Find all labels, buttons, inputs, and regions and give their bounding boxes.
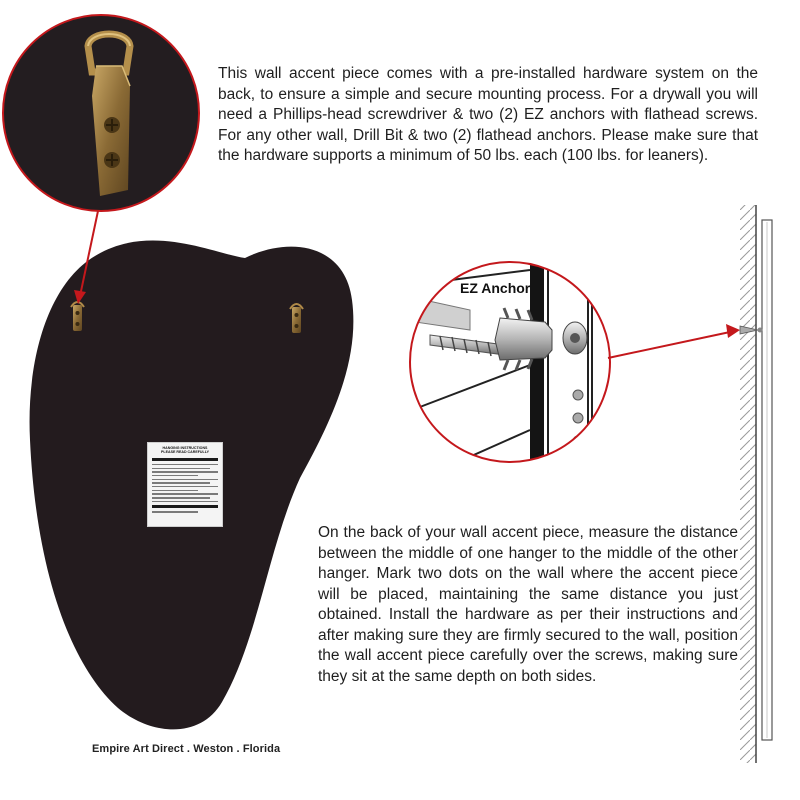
label-divider — [152, 458, 218, 461]
hanging-instructions-label — [147, 442, 223, 527]
label-text-line — [152, 501, 218, 503]
label-text-line — [152, 471, 218, 473]
label-text-line — [152, 468, 210, 470]
hanger-closeup-circle — [0, 0, 210, 220]
label-title-line1: HANGING INSTRUCTIONS — [162, 446, 208, 450]
ez-anchor-label: EZ Anchor — [460, 280, 531, 296]
label-text-line — [152, 511, 198, 513]
label-text-line — [152, 479, 218, 481]
label-title-line2: PLEASE READ CAREFULLY — [161, 450, 209, 455]
label-divider — [152, 505, 218, 508]
company-footer: Empire Art Direct . Weston . Florida — [92, 743, 281, 755]
label-text-line — [152, 490, 198, 492]
label-text-line — [152, 497, 210, 499]
label-text-line — [152, 493, 218, 495]
label-text-line — [152, 486, 218, 488]
wall-side-profile — [740, 205, 772, 763]
label-text-line — [152, 482, 210, 484]
mounting-instructions-paragraph: On the back of your wall accent piece, measure the distance between the middle of one hanger to the middle of the other hanger. Mark two dots on the wall where the accent piece will be placed, maintaining the same distance you just obtained. Install the hardware as per their instructions and after making sure they are firmly secured to the wall, position the wall accent piece carefully over the screws, making sure they sit at the same depth on both sides. — [318, 524, 738, 685]
callout-arrow-wall — [608, 324, 740, 358]
label-text-line — [152, 475, 198, 477]
intro-paragraph: This wall accent piece comes with a pre-installed hardware system on the back, to ensure a simple and secure mounting process. For a drywall you will need a Phillips-head screwdriver & two (2) EZ anchors with flathead screws. For any other wall, Drill Bit & two (2) flathead anchors. Please make sure that the hardware supports a minimum of 50 lbs. each (100 lbs. for leaners). — [218, 65, 758, 164]
label-text-line — [152, 464, 218, 466]
